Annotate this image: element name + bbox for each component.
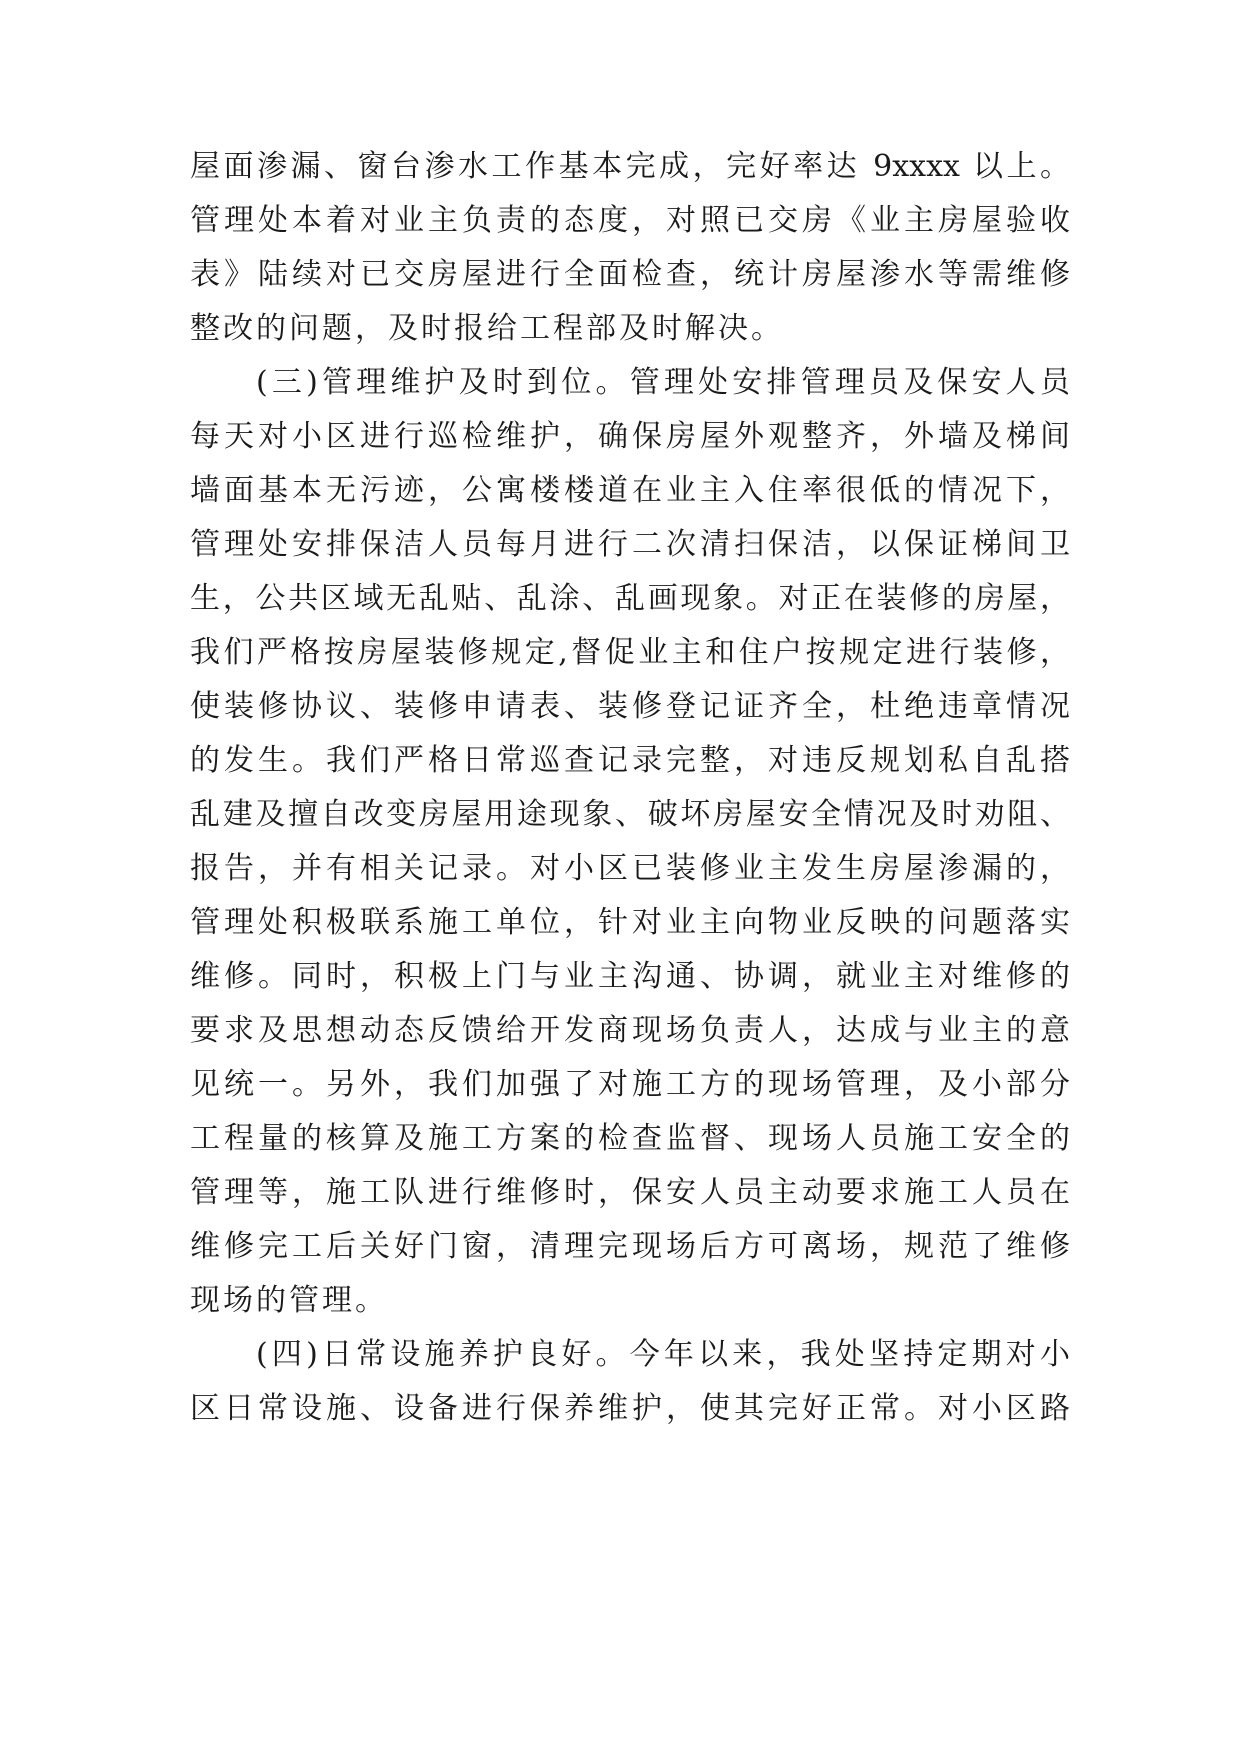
text-line: 工程量的核算及施工方案的检查监督、现场人员施工安全的: [190, 1121, 1070, 1156]
text-line: 我们严格按房屋装修规定,督促业主和住户按规定进行装修，: [190, 635, 1070, 670]
text-line: 的发生。我们严格日常巡查记录完整，对违反规划私自乱搭: [190, 743, 1070, 778]
text-line: 管理处安排保洁人员每月进行二次清扫保洁，以保证梯间卫: [190, 527, 1070, 562]
paragraph-heading-line: (三)管理维护及时到位。管理处安排管理员及保安人员: [256, 365, 1070, 400]
text-line: 管理处本着对业主负责的态度，对照已交房《业主房屋验收: [190, 203, 1070, 238]
text-line: 表》陆续对已交房屋进行全面检查，统计房屋渗水等需维修: [190, 257, 1070, 292]
text-line: 区日常设施、设备进行保养维护，使其完好正常。对小区路: [190, 1391, 1070, 1426]
text-line: 维修完工后关好门窗，清理完现场后方可离场，规范了维修: [190, 1229, 1070, 1264]
text-line: 墙面基本无污迹，公寓楼楼道在业主入住率很低的情况下，: [190, 473, 1070, 508]
text-line: 要求及思想动态反馈给开发商现场负责人，达成与业主的意: [190, 1013, 1070, 1048]
text-line: 维修。同时，积极上门与业主沟通、协调，就业主对维修的: [190, 959, 1070, 994]
text-line: 屋面渗漏、窗台渗水工作基本完成，完好率达 9xxxx 以上。: [190, 149, 1070, 184]
text-line: 管理处积极联系施工单位，针对业主向物业反映的问题落实: [190, 905, 1070, 940]
text-line: 整改的问题，及时报给工程部及时解决。: [190, 311, 784, 346]
text-line: 每天对小区进行巡检维护，确保房屋外观整齐，外墙及梯间: [190, 419, 1070, 454]
text-line: 使装修协议、装修申请表、装修登记证齐全，杜绝违章情况: [190, 689, 1070, 724]
text-line: 生，公共区域无乱贴、乱涂、乱画现象。对正在装修的房屋，: [190, 581, 1070, 616]
text-line: 乱建及擅自改变房屋用途现象、破坏房屋安全情况及时劝阻、: [190, 797, 1070, 832]
text-line: 见统一。另外，我们加强了对施工方的现场管理，及小部分: [190, 1067, 1070, 1102]
text-line: 管理等，施工队进行维修时，保安人员主动要求施工人员在: [190, 1175, 1070, 1210]
text-line: 报告，并有相关记录。对小区已装修业主发生房屋渗漏的，: [190, 851, 1070, 886]
paragraph-heading-line: (四)日常设施养护良好。今年以来，我处坚持定期对小: [256, 1337, 1070, 1372]
text-line: 现场的管理。: [190, 1283, 388, 1318]
